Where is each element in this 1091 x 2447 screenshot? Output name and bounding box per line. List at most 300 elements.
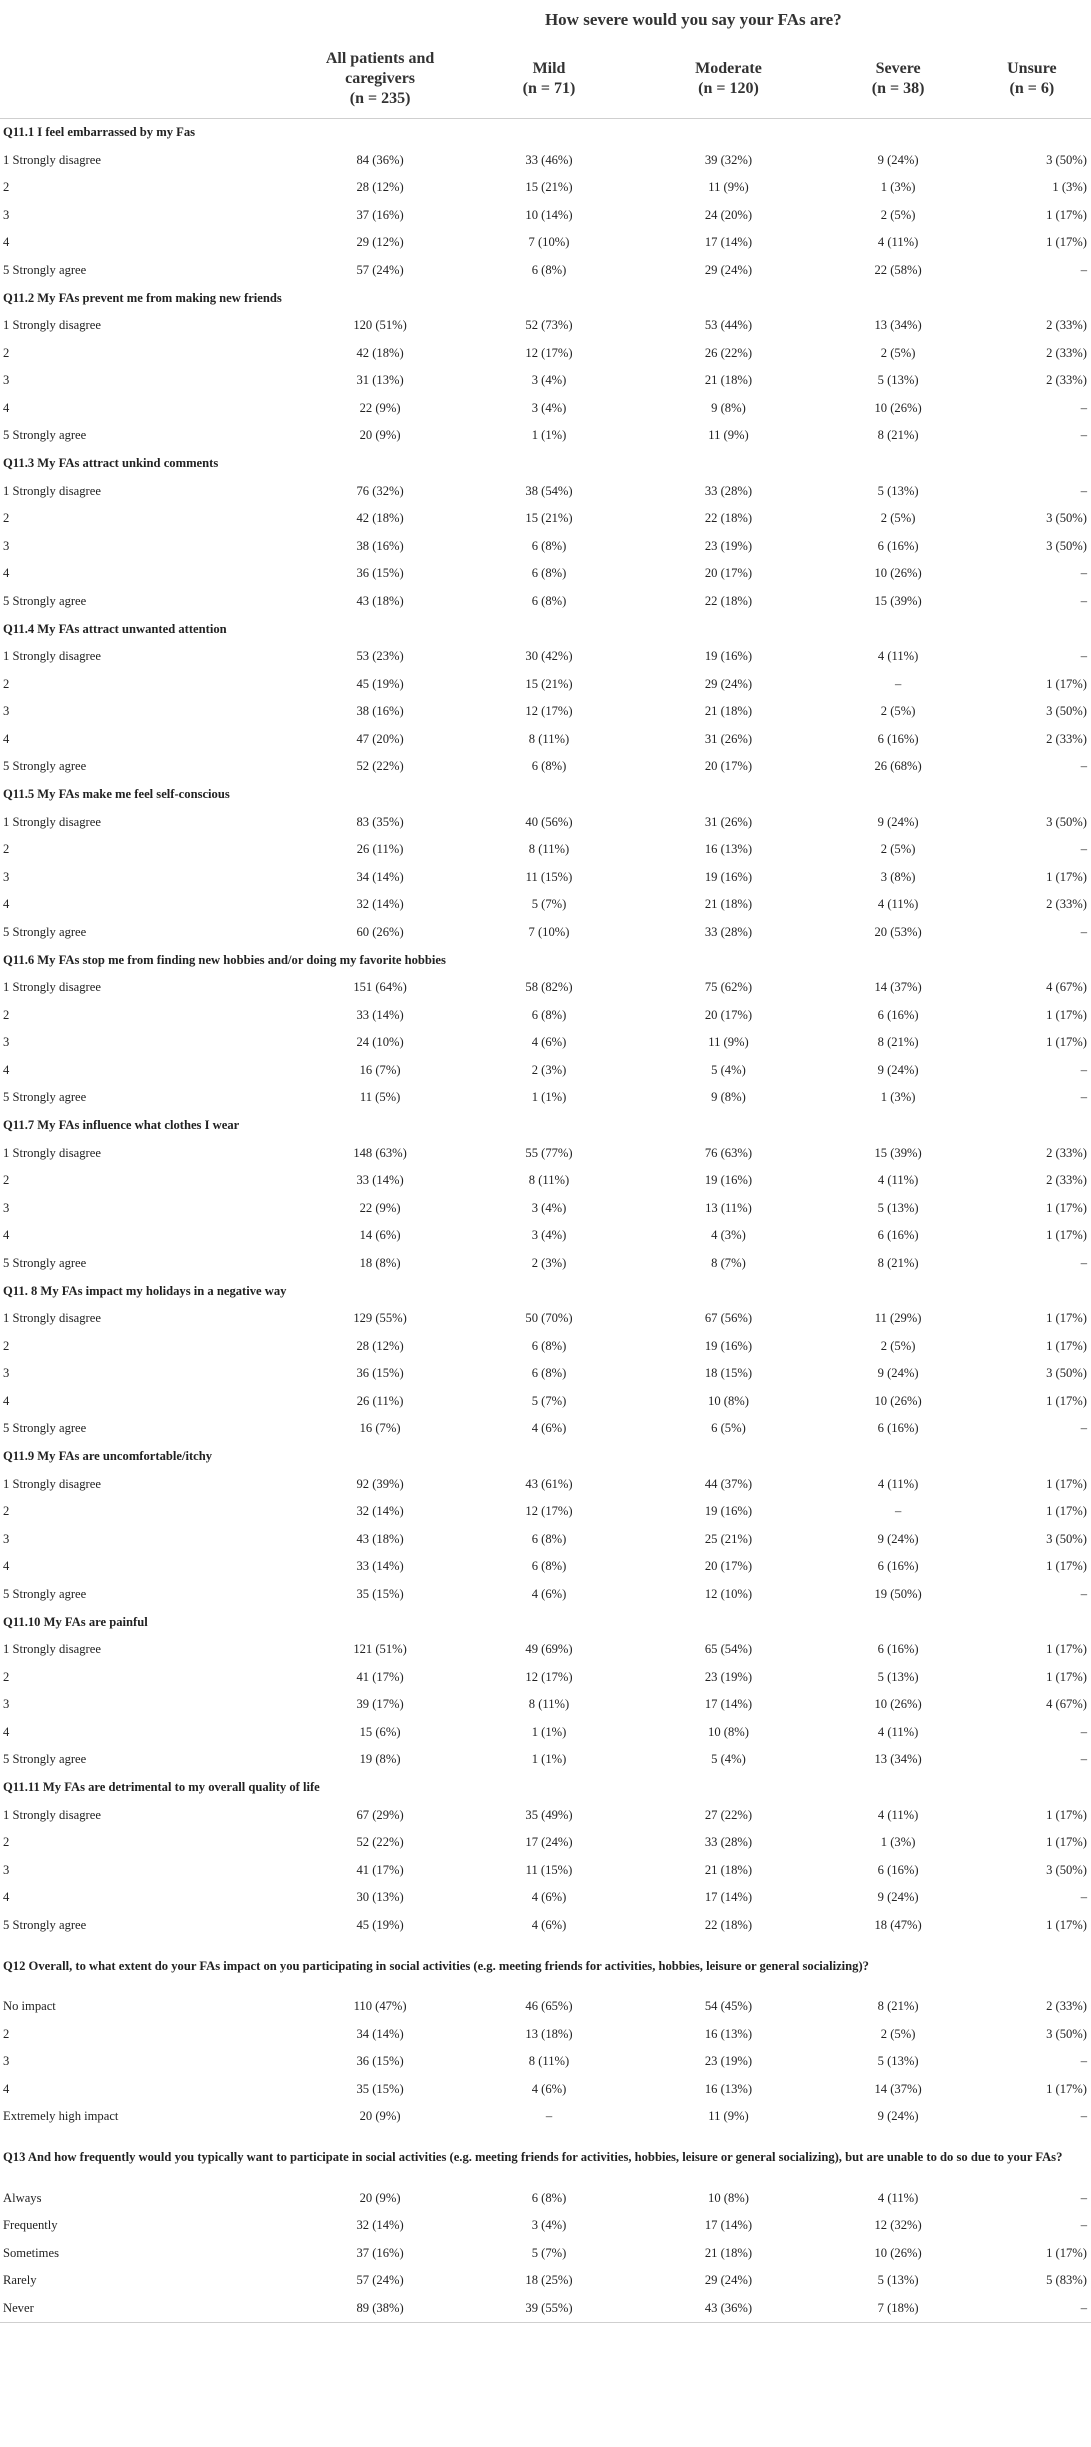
table-row [0, 2267, 1091, 2295]
table-cell: 11 (15%) [525, 1862, 573, 1877]
header-spacer [0, 0, 296, 40]
table-cell: 6 (8%) [531, 1531, 567, 1546]
table-cell: 20 (17%) [704, 566, 753, 581]
table-cell: 3 (4%) [531, 1200, 567, 1215]
table-row [0, 560, 1091, 588]
row-label: 1 Strongly disagree [3, 1145, 101, 1160]
row-label: 2 [3, 1669, 10, 1684]
row-label: 5 Strongly agree [3, 759, 87, 774]
table-cell: 65 (54%) [704, 1642, 753, 1657]
table-cell: 2 (3%) [531, 1062, 567, 1077]
table-cell: 5 (13%) [877, 2054, 919, 2069]
table-cell: – [1080, 1090, 1087, 1105]
table-cell: 55 (77%) [525, 1145, 573, 1160]
table-row [0, 1084, 1091, 1112]
table-cell: 12 (17%) [525, 704, 573, 719]
table-cell: 5 (83%) [1046, 2273, 1087, 2288]
table-cell: 2 (5%) [880, 704, 916, 719]
table-cell: 20 (17%) [704, 1559, 753, 1574]
table-cell: 2 (33%) [1046, 731, 1087, 746]
table-row [0, 2048, 1091, 2076]
table-cell: 11 (9%) [708, 428, 749, 443]
table-cell: 21 (18%) [704, 2245, 753, 2260]
column-header-label: Severe [875, 59, 921, 77]
row-label: 2 [3, 511, 10, 526]
question-row [0, 450, 1091, 478]
table-cell: 49 (69%) [525, 1642, 573, 1657]
row-label: 2 [3, 345, 10, 360]
table-cell: 1 (17%) [1046, 1476, 1087, 1491]
row-label: 4 [3, 1393, 10, 1408]
table-row [0, 836, 1091, 864]
table-cell: 3 (4%) [531, 373, 567, 388]
table-cell: – [1080, 2190, 1087, 2205]
table-cell: 2 (33%) [1046, 897, 1087, 912]
column-header-label: Mild [532, 59, 566, 77]
table-cell: 14 (6%) [359, 1228, 401, 1243]
table-cell: 121 (51%) [353, 1642, 407, 1657]
table-cell: 34 (14%) [356, 2026, 404, 2041]
table-cell: 5 (13%) [877, 483, 919, 498]
column-header [824, 40, 973, 118]
table-cell: 39 (17%) [356, 1697, 404, 1712]
table-row [0, 1029, 1091, 1057]
table-cell: 57 (24%) [356, 262, 404, 277]
table-row [0, 2185, 1091, 2213]
table-cell: 6 (16%) [877, 538, 919, 553]
table-cell: 4 (11%) [877, 1724, 919, 1739]
table-cell: 19 (16%) [704, 869, 753, 884]
table-cell: 4 (6%) [531, 1035, 567, 1050]
table-cell: 22 (9%) [359, 400, 401, 415]
table-cell: 10 (8%) [708, 1724, 749, 1739]
row-label: 5 Strongly agree [3, 1586, 87, 1601]
table-cell: – [1080, 262, 1087, 277]
row-label: 1 Strongly disagree [3, 1642, 101, 1657]
table-row [0, 174, 1091, 202]
table-cell: – [1080, 1062, 1087, 1077]
table-cell: 1 (17%) [1046, 1835, 1087, 1850]
table-cell: 22 (9%) [359, 1200, 401, 1215]
table-row [0, 809, 1091, 837]
table-cell: 43 (36%) [704, 2300, 753, 2315]
table-row [0, 1057, 1091, 1085]
row-label: 3 [3, 2054, 10, 2069]
table-cell: 52 (73%) [525, 318, 573, 333]
table-cell: 21 (18%) [704, 1862, 753, 1877]
table-cell: 1 (17%) [1046, 1228, 1087, 1243]
table-cell: 6 (16%) [877, 1559, 919, 1574]
row-label: 2 [3, 676, 10, 691]
table-cell: 43 (18%) [356, 1531, 404, 1546]
row-label: 2 [3, 1835, 10, 1850]
table-cell: 3 (50%) [1046, 814, 1087, 829]
table-cell: 6 (5%) [711, 1421, 746, 1436]
table-cell: – [894, 676, 902, 691]
table-cell: 36 (15%) [356, 566, 404, 581]
table-cell: 12 (17%) [525, 345, 573, 360]
table-cell: 57 (24%) [356, 2273, 404, 2288]
bottom-rule [0, 2323, 1091, 2324]
table-cell: 13 (11%) [705, 1200, 752, 1215]
column-header-n: (n = 38) [871, 79, 925, 97]
row-label: 3 [3, 1200, 10, 1215]
table-cell: – [1080, 2218, 1087, 2233]
row-label: 1 Strongly disagree [3, 814, 101, 829]
table-cell: 1 (17%) [1046, 235, 1087, 250]
table-cell: 4 (11%) [877, 649, 919, 664]
table-cell: 16 (7%) [359, 1421, 401, 1436]
table-cell: – [1080, 2300, 1087, 2315]
table-cell: 40 (56%) [525, 814, 573, 829]
table-cell: 38 (54%) [525, 483, 573, 498]
table-body [0, 118, 1091, 2323]
table-cell: 15 (39%) [874, 1145, 922, 1160]
table-cell: 1 (17%) [1046, 2245, 1087, 2260]
table-row [0, 478, 1091, 506]
table-cell: 19 (50%) [874, 1586, 922, 1601]
table-cell: 58 (82%) [525, 980, 573, 995]
question-label: Q13 And how frequently would you typically want to participate in social activities (e.g. meeting friends for activities, hobbies, leisure or general socializing), but are unable to do so due to your FAs? [3, 2150, 1063, 2164]
table-row [0, 671, 1091, 699]
table-cell: 4 (6%) [531, 2081, 567, 2096]
row-label: 4 [3, 1228, 10, 1243]
row-label: 2 [3, 842, 10, 857]
question-label: Q11.4 My FAs attract unwanted attention [3, 621, 227, 636]
table-cell: 41 (17%) [356, 1669, 404, 1684]
row-label: 1 Strongly disagree [3, 318, 101, 333]
row-label: 5 Strongly agree [3, 593, 87, 608]
table-row [0, 2103, 1091, 2131]
table-cell: 6 (8%) [531, 1007, 567, 1022]
table-cell: – [545, 2109, 553, 2124]
table-cell: 4 (11%) [877, 235, 919, 250]
table-cell: 41 (17%) [356, 1862, 404, 1877]
table-cell: 17 (14%) [704, 235, 753, 250]
table-cell: 9 (8%) [711, 1090, 746, 1105]
table-row [0, 1498, 1091, 1526]
table-cell: 29 (24%) [704, 2273, 753, 2288]
table-cell: 22 (18%) [704, 511, 753, 526]
table-cell: 29 (12%) [356, 235, 404, 250]
row-label: 3 [3, 207, 10, 222]
table-row [0, 1333, 1091, 1361]
table-cell: 5 (4%) [711, 1062, 746, 1077]
table-cell: 9 (24%) [877, 152, 919, 167]
table-cell: 10 (26%) [874, 1697, 922, 1712]
table-cell: 15 (21%) [525, 180, 573, 195]
table-row [0, 1636, 1091, 1664]
row-label: 1 Strongly disagree [3, 649, 101, 664]
table-row [0, 395, 1091, 423]
question-row [0, 2131, 1091, 2185]
table-row [0, 1195, 1091, 1223]
table-cell: 28 (12%) [356, 1338, 404, 1353]
table-cell: 6 (8%) [531, 1338, 567, 1353]
table-cell: 1 (17%) [1046, 1007, 1087, 1022]
table-row [0, 753, 1091, 781]
table-cell: 110 (47%) [353, 1999, 407, 2014]
table-cell: 50 (70%) [525, 1311, 573, 1326]
table-row [0, 1857, 1091, 1885]
table-row [0, 643, 1091, 671]
column-header-label: Moderate [695, 59, 762, 77]
row-label: No impact [3, 1999, 56, 2014]
table-cell: 19 (16%) [704, 1338, 753, 1353]
table-row [0, 367, 1091, 395]
table-cell: 32 (14%) [356, 1504, 404, 1519]
table-cell: 120 (51%) [353, 318, 407, 333]
table-cell: 8 (21%) [877, 1999, 919, 2014]
table-cell: 129 (55%) [353, 1311, 407, 1326]
table-cell: 30 (13%) [356, 1890, 404, 1905]
row-label: 1 Strongly disagree [3, 1807, 101, 1822]
table-cell: – [1080, 842, 1087, 857]
table-cell: 6 (8%) [531, 2190, 567, 2205]
row-label: 4 [3, 2081, 10, 2096]
table-row [0, 147, 1091, 175]
table-cell: 8 (11%) [528, 731, 570, 746]
question-row [0, 1277, 1091, 1305]
table-cell: 1 (17%) [1046, 1338, 1087, 1353]
table-cell: 52 (22%) [356, 759, 404, 774]
table-cell: 11 (5%) [359, 1090, 401, 1105]
table-cell: 13 (34%) [874, 318, 922, 333]
question-label: Q11.11 My FAs are detrimental to my overall quality of life [3, 1780, 320, 1794]
table-row [0, 533, 1091, 561]
table-cell: 3 (50%) [1046, 2026, 1087, 2041]
table-cell: 151 (64%) [353, 980, 407, 995]
table-cell: 2 (5%) [880, 207, 916, 222]
table-cell: 9 (8%) [711, 400, 746, 415]
table-cell: 9 (24%) [877, 1531, 919, 1546]
table-row [0, 505, 1091, 533]
table-cell: 21 (18%) [704, 373, 753, 388]
table-cell: 11 (29%) [874, 1311, 922, 1326]
table-cell: – [1080, 566, 1087, 581]
table-cell: 2 (33%) [1046, 345, 1087, 360]
table-cell: 17 (14%) [704, 1890, 753, 1905]
table-cell: – [1080, 1724, 1087, 1739]
table-cell: 3 (50%) [1046, 152, 1087, 167]
table-cell: 1 (17%) [1046, 2081, 1087, 2096]
table-cell: 2 (5%) [880, 842, 916, 857]
question-label: Q11.5 My FAs make me feel self-conscious [3, 787, 230, 801]
table-cell: 9 (24%) [877, 1062, 919, 1077]
table-cell: 26 (11%) [356, 842, 404, 857]
row-label: 3 [3, 1035, 10, 1050]
table-cell: 18 (15%) [704, 1366, 753, 1381]
table-cell: 6 (8%) [531, 1366, 567, 1381]
table-row [0, 1746, 1091, 1774]
question-row [0, 946, 1091, 974]
table-cell: 33 (14%) [356, 1007, 404, 1022]
table-cell: 16 (13%) [704, 842, 753, 857]
column-header [465, 40, 634, 118]
table-cell: 11 (9%) [708, 2109, 749, 2124]
table-row [0, 1471, 1091, 1499]
table-row [0, 1993, 1091, 2021]
table-cell: 3 (8%) [880, 869, 916, 884]
table-cell: 4 (6%) [531, 1917, 567, 1932]
table-cell: 25 (21%) [704, 1531, 753, 1546]
table-row [0, 974, 1091, 1002]
table-cell: 11 (9%) [708, 180, 749, 195]
row-label: 3 [3, 1862, 10, 1877]
table-cell: 8 (7%) [711, 1255, 746, 1270]
table-cell: 45 (19%) [356, 676, 404, 691]
table-cell: 1 (3%) [880, 180, 916, 195]
question-label: Q11.3 My FAs attract unkind comments [3, 456, 219, 470]
table-cell: 35 (15%) [356, 2081, 404, 2096]
table-cell: 6 (16%) [877, 1228, 919, 1243]
table-cell: 1 (3%) [1052, 180, 1087, 195]
table-row [0, 1002, 1091, 1030]
table-cell: 11 (15%) [525, 869, 573, 884]
table-cell: 8 (11%) [528, 1173, 570, 1188]
column-header-n: (n = 235) [349, 89, 411, 107]
table-cell: 1 (17%) [1046, 1642, 1087, 1657]
table-row [0, 2021, 1091, 2049]
row-label: Frequently [3, 2218, 58, 2233]
table-cell: 20 (17%) [704, 1007, 753, 1022]
table-cell: 32 (14%) [356, 897, 404, 912]
table-cell: 16 (13%) [704, 2026, 753, 2041]
table-cell: 67 (56%) [704, 1311, 753, 1326]
table-row [0, 1388, 1091, 1416]
table-cell: 29 (24%) [704, 676, 753, 691]
table-cell: 16 (13%) [704, 2081, 753, 2096]
table-cell: – [1080, 2109, 1087, 2124]
table-cell: 4 (67%) [1046, 1697, 1087, 1712]
table-row [0, 726, 1091, 754]
table-cell: 47 (20%) [356, 731, 404, 746]
row-label: 5 Strongly agree [3, 1752, 87, 1767]
table-cell: 17 (14%) [704, 2218, 753, 2233]
table-cell: 1 (17%) [1046, 207, 1087, 222]
table-cell: 8 (21%) [877, 1035, 919, 1050]
table-cell: 4 (3%) [711, 1228, 746, 1243]
bottom-rule-line [0, 2323, 1091, 2324]
table-cell: 33 (46%) [525, 152, 573, 167]
table-cell: 3 (50%) [1046, 704, 1087, 719]
table-cell: 3 (4%) [531, 400, 567, 415]
table-cell: 76 (63%) [704, 1145, 753, 1160]
table-cell: 24 (10%) [356, 1035, 404, 1050]
table-cell: 17 (24%) [525, 1835, 573, 1850]
table-cell: 5 (7%) [531, 1393, 567, 1408]
table-cell: 2 (33%) [1046, 373, 1087, 388]
table-cell: 28 (12%) [356, 180, 404, 195]
table-cell: 9 (24%) [877, 814, 919, 829]
table-cell: – [1080, 1586, 1087, 1601]
table-cell: 24 (20%) [704, 207, 753, 222]
table-cell: 39 (32%) [704, 152, 753, 167]
row-label: 4 [3, 235, 10, 250]
row-label: 3 [3, 538, 10, 553]
table-cell: 7 (18%) [877, 2300, 919, 2315]
question-label: Q11.1 I feel embarrassed by my Fas [3, 125, 196, 139]
table-cell: 43 (18%) [356, 593, 404, 608]
table-cell: – [1080, 649, 1087, 664]
table-cell: 10 (26%) [874, 1393, 922, 1408]
table-cell: 36 (15%) [356, 2054, 404, 2069]
table-cell: 3 (50%) [1046, 1862, 1087, 1877]
table-cell: 20 (53%) [874, 924, 922, 939]
row-label: 4 [3, 1559, 10, 1574]
table-row [0, 1360, 1091, 1388]
table-row [0, 312, 1091, 340]
table-cell: 31 (13%) [356, 373, 404, 388]
table-cell: 15 (39%) [874, 593, 922, 608]
table-cell: 34 (14%) [356, 869, 404, 884]
column-header-label: All patients and caregivers [325, 49, 435, 87]
table-cell: 19 (16%) [704, 649, 753, 664]
table-cell: 5 (13%) [877, 373, 919, 388]
table-cell: 92 (39%) [356, 1476, 404, 1491]
table-cell: 4 (6%) [531, 1586, 567, 1601]
table-cell: 6 (16%) [877, 1642, 919, 1657]
table-cell: 22 (18%) [704, 593, 753, 608]
table-cell: 23 (19%) [704, 2054, 753, 2069]
table-cell: 20 (9%) [359, 428, 401, 443]
table-cell: 4 (6%) [531, 1421, 567, 1436]
table-row [0, 1912, 1091, 1940]
table-row [0, 919, 1091, 947]
table-cell: 30 (42%) [525, 649, 573, 664]
table-cell: – [1080, 924, 1087, 939]
table-title: How severe would you say your FAs are? [544, 10, 842, 29]
table-cell: 22 (18%) [704, 1917, 753, 1932]
table-cell: 21 (18%) [704, 704, 753, 719]
question-label: Q11.7 My FAs influence what clothes I wear [3, 1118, 240, 1132]
table-cell: 60 (26%) [356, 924, 404, 939]
table-cell: 14 (37%) [874, 980, 922, 995]
table-cell: 76 (32%) [356, 483, 404, 498]
row-label: 3 [3, 373, 10, 388]
table-cell: 33 (28%) [704, 924, 753, 939]
table-cell: 17 (14%) [704, 1697, 753, 1712]
table-cell: 1 (17%) [1046, 869, 1087, 884]
table-cell: 5 (4%) [711, 1752, 746, 1767]
table-cell: 1 (1%) [531, 1724, 567, 1739]
table-cell: 35 (49%) [525, 1807, 573, 1822]
question-label: Q11.10 My FAs are painful [3, 1614, 148, 1629]
table-cell: 2 (33%) [1046, 1173, 1087, 1188]
row-label: 2 [3, 2026, 10, 2041]
table-cell: 6 (16%) [877, 1421, 919, 1436]
table-cell: 38 (16%) [356, 704, 404, 719]
table-cell: 37 (16%) [356, 207, 404, 222]
column-header-label: Unsure [1007, 59, 1057, 77]
row-label: 4 [3, 1724, 10, 1739]
table-cell: – [1080, 2054, 1087, 2069]
row-label: 1 Strongly disagree [3, 1476, 101, 1491]
table-cell: – [894, 1504, 902, 1519]
table-cell: 1 (17%) [1046, 1807, 1087, 1822]
table-cell: 19 (16%) [704, 1504, 753, 1519]
table-cell: 15 (21%) [525, 676, 573, 691]
row-label: Rarely [3, 2273, 37, 2288]
row-label: Always [3, 2190, 42, 2205]
column-header-row [0, 40, 1091, 118]
row-label: 1 Strongly disagree [3, 980, 101, 995]
table-cell: 12 (17%) [525, 1669, 573, 1684]
table-cell: 2 (5%) [880, 345, 916, 360]
table-row [0, 257, 1091, 285]
row-label: 2 [3, 1007, 10, 1022]
table-cell: 5 (7%) [531, 2245, 567, 2260]
